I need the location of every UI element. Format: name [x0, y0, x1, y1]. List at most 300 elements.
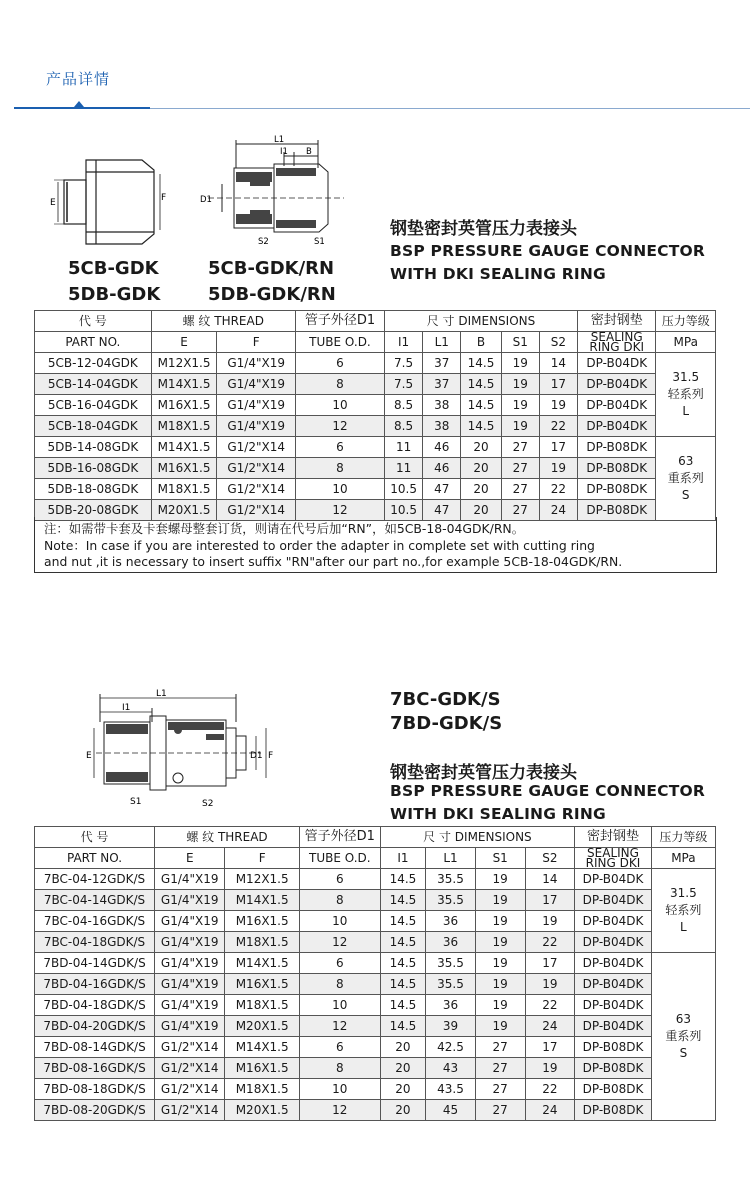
- label-s2: S2: [202, 799, 214, 809]
- table-cell: 10: [295, 395, 384, 416]
- drawing-5cb-gdk-rn: [194, 134, 354, 246]
- table-cell: 14.5: [380, 1016, 426, 1037]
- header-accent-bar: [14, 107, 150, 109]
- table-cell: 22: [539, 416, 577, 437]
- table-cell: 20: [380, 1079, 426, 1100]
- label-i1: I1: [280, 147, 288, 157]
- table-cell: 7BD-08-16GDK/S: [35, 1058, 155, 1079]
- label-s1: S1: [314, 237, 325, 247]
- pressure-code: L: [682, 404, 690, 418]
- label-d1: D1: [200, 195, 212, 205]
- table-cell: M16X1.5: [151, 395, 217, 416]
- table-cell: 27: [475, 1100, 525, 1121]
- table-cell: 24: [539, 500, 577, 521]
- drawing-5cb-gdk: [44, 152, 167, 252]
- label-e: E: [86, 751, 92, 761]
- table-cell: 7BD-04-20GDK/S: [35, 1016, 155, 1037]
- table-cell: 12: [295, 416, 384, 437]
- table-cell: 6: [295, 437, 384, 458]
- table-cell: 7BD-08-14GDK/S: [35, 1037, 155, 1058]
- section2-title-en: [390, 780, 705, 826]
- table-cell: 19: [475, 932, 525, 953]
- table-cell: M20X1.5: [225, 1016, 300, 1037]
- table-row: [35, 374, 716, 395]
- table-cell: 27: [475, 1079, 525, 1100]
- label-f: F: [268, 751, 274, 761]
- table-cell: 12: [299, 1100, 380, 1121]
- table-cell: M14X1.5: [225, 1037, 300, 1058]
- model-7bc-gdk-s: 7BC-GDK/S: [390, 689, 501, 710]
- table-row: [35, 1037, 716, 1058]
- table-row: [35, 953, 716, 974]
- table-cell: 19: [525, 911, 575, 932]
- table-cell: DP-B04DK: [575, 974, 652, 995]
- header-thread: 螺 纹 THREAD: [155, 827, 300, 848]
- table-cell: 27: [501, 500, 539, 521]
- table-cell: G1/2"X14: [155, 1058, 225, 1079]
- table-cell: 14.5: [461, 416, 501, 437]
- note: [44, 521, 622, 571]
- header-seal-en: SEALING RING DKI: [578, 332, 656, 353]
- table-cell: M18X1.5: [225, 932, 300, 953]
- pressure-code: S: [681, 488, 690, 502]
- table-cell: G1/4"X19: [217, 353, 295, 374]
- table-cell: DP-B04DK: [575, 869, 652, 890]
- table-cell: 17: [539, 437, 577, 458]
- table-cell: 20: [461, 437, 501, 458]
- table-cell: 19: [539, 395, 577, 416]
- label-l1: L1: [274, 135, 285, 145]
- table-cell: 17: [525, 890, 575, 911]
- model-5db-gdk: 5DB-GDK: [68, 284, 161, 305]
- table-cell: 20: [461, 500, 501, 521]
- table-cell: M16X1.5: [225, 1058, 300, 1079]
- pressure-cell: [651, 953, 715, 1121]
- header-f: F: [225, 848, 300, 869]
- table-cell: 7BC-04-12GDK/S: [35, 869, 155, 890]
- model-right-group: [208, 256, 336, 308]
- table-cell: 19: [525, 974, 575, 995]
- pressure-series: 轻系列: [665, 903, 702, 917]
- table-cell: 17: [539, 374, 577, 395]
- table-cell: DP-B08DK: [578, 458, 656, 479]
- table-cell: 7BD-08-18GDK/S: [35, 1079, 155, 1100]
- table-cell: 7.5: [385, 353, 423, 374]
- table-cell: 47: [423, 479, 461, 500]
- table-cell: 19: [501, 395, 539, 416]
- table-cell: G1/4"X19: [155, 932, 225, 953]
- header-mpa: MPa: [651, 848, 715, 869]
- header-l1: L1: [423, 332, 461, 353]
- header-pressure: 压力等级: [651, 827, 715, 848]
- table-cell: 10.5: [385, 479, 423, 500]
- table-row: [35, 1058, 716, 1079]
- label-s2: S2: [258, 237, 269, 247]
- header-dimensions: 尺 寸 DIMENSIONS: [380, 827, 575, 848]
- table-cell: 8: [299, 890, 380, 911]
- table-cell: M16X1.5: [225, 974, 300, 995]
- label-l1: L1: [156, 689, 167, 699]
- table-cell: DP-B04DK: [575, 995, 652, 1016]
- table-cell: 42.5: [426, 1037, 476, 1058]
- header-l1: L1: [426, 848, 476, 869]
- drawing-7bc-gdk-s: [86, 688, 276, 810]
- table-cell: 35.5: [426, 974, 476, 995]
- table-cell: G1/2"X14: [217, 479, 295, 500]
- pressure-code: L: [680, 920, 687, 934]
- table-cell: 11: [385, 437, 423, 458]
- table-cell: 14.5: [380, 995, 426, 1016]
- table-cell: G1/4"X19: [155, 869, 225, 890]
- table-cell: 8: [299, 974, 380, 995]
- pressure-code: S: [679, 1046, 688, 1060]
- table-cell: M16X1.5: [225, 911, 300, 932]
- pressure-series: 重系列: [667, 471, 704, 485]
- table-cell: DP-B04DK: [575, 1016, 652, 1037]
- table-cell: M18X1.5: [225, 995, 300, 1016]
- section1-title-en-line1: BSP PRESSURE GAUGE CONNECTOR: [390, 242, 706, 260]
- table-cell: M14X1.5: [151, 437, 217, 458]
- table-cell: 6: [299, 1037, 380, 1058]
- spec-table-2: [34, 826, 716, 1121]
- table-cell: 19: [475, 869, 525, 890]
- table-cell: 14.5: [461, 353, 501, 374]
- header-seal-cn: 密封钢垫: [578, 311, 656, 332]
- table-cell: DP-B08DK: [578, 479, 656, 500]
- section2-models: [390, 688, 502, 736]
- table-cell: 7BD-04-16GDK/S: [35, 974, 155, 995]
- table-cell: DP-B04DK: [575, 911, 652, 932]
- table-cell: 45: [426, 1100, 476, 1121]
- table-cell: 5CB-16-04GDK: [35, 395, 152, 416]
- table-cell: M18X1.5: [151, 479, 217, 500]
- table-cell: G1/4"X19: [155, 953, 225, 974]
- table-cell: 7.5: [385, 374, 423, 395]
- table-cell: DP-B04DK: [575, 953, 652, 974]
- table-cell: 19: [475, 1016, 525, 1037]
- table-cell: 6: [299, 953, 380, 974]
- table-cell: 19: [475, 911, 525, 932]
- table-cell: 19: [501, 353, 539, 374]
- table-cell: G1/2"X14: [155, 1079, 225, 1100]
- table-cell: 19: [475, 974, 525, 995]
- table-cell: 22: [525, 932, 575, 953]
- table-cell: 24: [525, 1100, 575, 1121]
- table-cell: G1/4"X19: [217, 374, 295, 395]
- table-cell: G1/4"X19: [155, 974, 225, 995]
- table-row: [35, 416, 716, 437]
- model-5db-gdk-rn: 5DB-GDK/RN: [208, 284, 336, 305]
- table-cell: 8.5: [385, 416, 423, 437]
- spec-table-1: [34, 310, 716, 521]
- label-d1: D1: [250, 751, 263, 761]
- header-tube: 管子外径D1: [299, 827, 380, 848]
- table-cell: 8.5: [385, 395, 423, 416]
- table-cell: 14.5: [380, 953, 426, 974]
- table-cell: 10: [295, 479, 384, 500]
- table-cell: 20: [461, 458, 501, 479]
- header-tube-od: TUBE O.D.: [295, 332, 384, 353]
- table-cell: 27: [501, 458, 539, 479]
- table-cell: G1/4"X19: [155, 911, 225, 932]
- table-cell: M12X1.5: [225, 869, 300, 890]
- table-cell: DP-B04DK: [575, 890, 652, 911]
- table-cell: 19: [539, 458, 577, 479]
- table-cell: 14.5: [380, 869, 426, 890]
- table-cell: 10: [299, 995, 380, 1016]
- table-cell: G1/2"X14: [217, 500, 295, 521]
- table-cell: 7BC-04-18GDK/S: [35, 932, 155, 953]
- table-cell: 36: [426, 911, 476, 932]
- table-cell: M20X1.5: [151, 500, 217, 521]
- table-cell: 10.5: [385, 500, 423, 521]
- table-cell: G1/2"X14: [155, 1100, 225, 1121]
- table-row: [35, 869, 716, 890]
- table-cell: 11: [385, 458, 423, 479]
- table-cell: 14.5: [461, 395, 501, 416]
- table-cell: 8: [295, 458, 384, 479]
- table-cell: G1/2"X14: [217, 437, 295, 458]
- label-f: F: [161, 193, 167, 203]
- header-code: 代 号: [35, 311, 152, 332]
- table-cell: 35.5: [426, 869, 476, 890]
- note-line-en-2: and nut ,it is necessary to insert suffix "RN"after our part no.,for example 5CB-18-04GDK/RN.: [44, 554, 623, 569]
- header-seal-cn: 密封钢垫: [575, 827, 652, 848]
- header-dimensions: 尺 寸 DIMENSIONS: [385, 311, 578, 332]
- header-tube: 管子外径D1: [295, 311, 384, 332]
- table-cell: 37: [423, 353, 461, 374]
- table-cell: 19: [501, 374, 539, 395]
- table-cell: 14: [525, 869, 575, 890]
- table-cell: DP-B04DK: [578, 353, 656, 374]
- header-i1: I1: [380, 848, 426, 869]
- label-e: E: [50, 198, 56, 208]
- model-5cb-gdk: 5CB-GDK: [68, 258, 159, 279]
- table-cell: 12: [295, 500, 384, 521]
- model-7bd-gdk-s: 7BD-GDK/S: [390, 713, 503, 734]
- header-s2: S2: [539, 332, 577, 353]
- table-row: [35, 353, 716, 374]
- table-cell: 8: [295, 374, 384, 395]
- table-cell: DP-B04DK: [575, 932, 652, 953]
- table-cell: 24: [525, 1016, 575, 1037]
- header-b: B: [461, 332, 501, 353]
- table-row: [35, 911, 716, 932]
- table-cell: DP-B04DK: [578, 395, 656, 416]
- table-cell: 7BD-08-20GDK/S: [35, 1100, 155, 1121]
- table-cell: M12X1.5: [151, 353, 217, 374]
- table-row: [35, 974, 716, 995]
- table-cell: 19: [475, 995, 525, 1016]
- table-row: [35, 890, 716, 911]
- note-line-cn: 注：如需带卡套及卡套螺母整套订货，则请在代号后加“RN”，如5CB-18-04GDK/RN。: [44, 521, 525, 536]
- table-cell: 17: [525, 953, 575, 974]
- table-cell: 46: [423, 437, 461, 458]
- table-cell: DP-B08DK: [575, 1079, 652, 1100]
- table-cell: G1/4"X19: [155, 890, 225, 911]
- table-cell: 36: [426, 995, 476, 1016]
- pressure-cell: [656, 353, 716, 437]
- table-row: [35, 437, 716, 458]
- table-cell: 5DB-20-08GDK: [35, 500, 152, 521]
- header-i1: I1: [385, 332, 423, 353]
- header-tube-od: TUBE O.D.: [299, 848, 380, 869]
- table-cell: G1/4"X19: [217, 416, 295, 437]
- table-cell: 20: [380, 1058, 426, 1079]
- header-thread: 螺 纹 THREAD: [151, 311, 295, 332]
- note-line-en-1: Note：In case if you are interested to order the adapter in complete set with cutting ring: [44, 537, 595, 553]
- table-cell: 27: [475, 1058, 525, 1079]
- table-cell: 47: [423, 500, 461, 521]
- table-cell: 5DB-16-08GDK: [35, 458, 152, 479]
- table-cell: G1/2"X14: [217, 458, 295, 479]
- table-row: [35, 395, 716, 416]
- table-cell: 14.5: [461, 374, 501, 395]
- header-seal-en: SEALING RING DKI: [575, 848, 652, 869]
- table-row: [35, 932, 716, 953]
- table-row: [35, 458, 716, 479]
- table-cell: 38: [423, 395, 461, 416]
- table-cell: G1/4"X19: [155, 1016, 225, 1037]
- model-5cb-gdk-rn: 5CB-GDK/RN: [208, 258, 335, 279]
- section2-title-en-line2: WITH DKI SEALING RING: [390, 805, 606, 823]
- table-cell: M16X1.5: [151, 458, 217, 479]
- pressure-cell: [651, 869, 715, 953]
- table-cell: 20: [461, 479, 501, 500]
- table-cell: 43: [426, 1058, 476, 1079]
- table-cell: DP-B08DK: [578, 500, 656, 521]
- table-cell: 12: [299, 932, 380, 953]
- table-cell: 27: [475, 1037, 525, 1058]
- table-cell: 27: [501, 437, 539, 458]
- table-cell: 5CB-14-04GDK: [35, 374, 152, 395]
- table-cell: 14.5: [380, 890, 426, 911]
- label-b: B: [306, 147, 312, 157]
- table-cell: M14X1.5: [225, 953, 300, 974]
- table-cell: 38: [423, 416, 461, 437]
- table-cell: 14.5: [380, 932, 426, 953]
- section1-title-en: [390, 240, 705, 286]
- table-cell: 19: [501, 416, 539, 437]
- header-pressure: 压力等级: [656, 311, 716, 332]
- table-cell: 19: [525, 1058, 575, 1079]
- table-cell: 37: [423, 374, 461, 395]
- table-cell: 22: [525, 1079, 575, 1100]
- table-row: [35, 995, 716, 1016]
- table-cell: 17: [525, 1037, 575, 1058]
- table-cell: 19: [475, 890, 525, 911]
- table-cell: 22: [539, 479, 577, 500]
- table-cell: 7BD-04-18GDK/S: [35, 995, 155, 1016]
- header-s2: S2: [525, 848, 575, 869]
- table-cell: M18X1.5: [225, 1079, 300, 1100]
- header-f: F: [217, 332, 295, 353]
- table-cell: 14.5: [380, 911, 426, 932]
- table-row: [35, 1100, 716, 1121]
- table-cell: M14X1.5: [151, 374, 217, 395]
- table-cell: 12: [299, 1016, 380, 1037]
- table-cell: M18X1.5: [151, 416, 217, 437]
- pressure-series: 重系列: [665, 1029, 702, 1043]
- table-cell: 35.5: [426, 953, 476, 974]
- table-cell: DP-B08DK: [575, 1037, 652, 1058]
- section-title: 产品详情: [46, 70, 111, 88]
- pressure-value: 31.5: [672, 370, 700, 384]
- table-cell: 7BD-04-14GDK/S: [35, 953, 155, 974]
- table-cell: 46: [423, 458, 461, 479]
- table-cell: 36: [426, 932, 476, 953]
- table-cell: 6: [295, 353, 384, 374]
- table-cell: M14X1.5: [225, 890, 300, 911]
- table-cell: M20X1.5: [225, 1100, 300, 1121]
- table-cell: 10: [299, 1079, 380, 1100]
- table-cell: DP-B04DK: [578, 416, 656, 437]
- table-cell: 5DB-18-08GDK: [35, 479, 152, 500]
- table-cell: 14.5: [380, 974, 426, 995]
- table-cell: 7BC-04-16GDK/S: [35, 911, 155, 932]
- table-cell: DP-B08DK: [575, 1058, 652, 1079]
- header-part-no: PART NO.: [35, 848, 155, 869]
- table-cell: 27: [501, 479, 539, 500]
- table-cell: 20: [380, 1100, 426, 1121]
- label-s1: S1: [130, 797, 142, 807]
- table-cell: 22: [525, 995, 575, 1016]
- pressure-value: 63: [678, 454, 694, 468]
- table-cell: 7BC-04-14GDK/S: [35, 890, 155, 911]
- table-cell: 10: [299, 911, 380, 932]
- table-cell: 20: [380, 1037, 426, 1058]
- table-cell: 5DB-14-08GDK: [35, 437, 152, 458]
- section2-title-en-line1: BSP PRESSURE GAUGE CONNECTOR: [390, 782, 706, 800]
- section1-title-cn: 钢垫密封英管压力表接头: [390, 219, 577, 239]
- pressure-series: 轻系列: [667, 387, 704, 401]
- header-mpa: MPa: [656, 332, 716, 353]
- label-i1: I1: [122, 703, 131, 713]
- table-cell: 5CB-18-04GDK: [35, 416, 152, 437]
- table-cell: DP-B08DK: [575, 1100, 652, 1121]
- pressure-value: 31.5: [670, 886, 697, 900]
- header-part-no: PART NO.: [35, 332, 152, 353]
- table-row: [35, 1079, 716, 1100]
- table-cell: 5CB-12-04GDK: [35, 353, 152, 374]
- pressure-cell: [656, 437, 716, 521]
- table-cell: DP-B04DK: [578, 374, 656, 395]
- table-cell: 6: [299, 869, 380, 890]
- table-cell: DP-B08DK: [578, 437, 656, 458]
- header-e: E: [151, 332, 217, 353]
- table-cell: G1/2"X14: [155, 1037, 225, 1058]
- table-cell: 14: [539, 353, 577, 374]
- table-cell: 8: [299, 1058, 380, 1079]
- table-cell: 43.5: [426, 1079, 476, 1100]
- table-cell: 39: [426, 1016, 476, 1037]
- header-s1: S1: [501, 332, 539, 353]
- pressure-value: 63: [675, 1012, 692, 1026]
- header-e: E: [155, 848, 225, 869]
- section1-title-en-line2: WITH DKI SEALING RING: [390, 265, 606, 283]
- table-cell: G1/4"X19: [217, 395, 295, 416]
- header-code: 代 号: [35, 827, 155, 848]
- table-row: [35, 1016, 716, 1037]
- table-cell: 19: [475, 953, 525, 974]
- header-s1: S1: [475, 848, 525, 869]
- header-accent-pointer: [74, 101, 84, 107]
- table-cell: 35.5: [426, 890, 476, 911]
- section2-title-cn: 钢垫密封英管压力表接头: [390, 763, 577, 783]
- table-cell: G1/4"X19: [155, 995, 225, 1016]
- table-row: [35, 479, 716, 500]
- model-left-group: [68, 256, 160, 308]
